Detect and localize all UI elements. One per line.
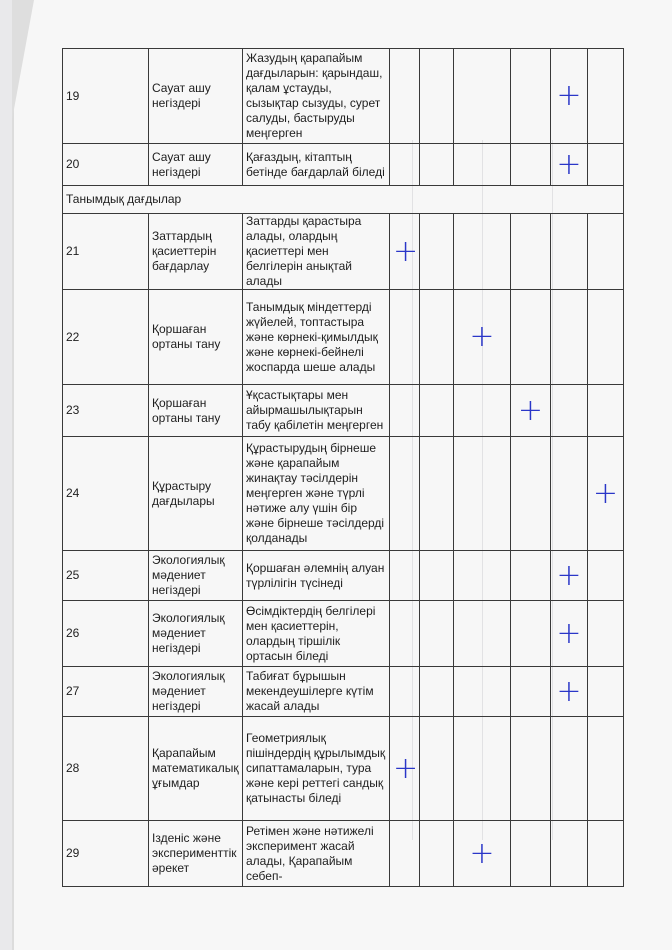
mark-cell [454,667,511,717]
mark-cell [454,385,511,437]
table-row [63,214,624,290]
mark-cell [511,601,551,667]
table-row [63,667,624,717]
plus-mark-icon: + [393,750,419,786]
table-row [63,601,624,667]
mark-cell [390,144,420,186]
mark-cell [390,551,420,601]
document-page [12,0,672,950]
mark-cell [454,214,511,290]
plus-mark-icon: + [469,319,495,354]
section-title: Танымдық дағдылар [63,186,624,214]
mark-cell [588,49,624,144]
table-body-upper [63,49,624,186]
row-number: 29 [63,821,149,887]
row-number: 24 [63,437,149,551]
table-row [63,385,624,437]
skill-description: Құрастырудың бірнеше және қарапайым жинақтау тәсілдерін меңгерген және түрлі нәтиже алу үшін бір және бірнеше тәсілдерді қолданады [243,437,390,551]
plus-mark-icon: + [469,835,495,871]
mark-cell [454,437,511,551]
skill-description: Танымдық міндеттерді жүйелей, топтастыра және көрнекі-қимылдық және көрнекі-бейнелі жоспарда шеше алады [243,290,390,385]
mark-cell [420,144,454,186]
row-number: 28 [63,717,149,821]
mark-cell [588,717,624,821]
skill-area: Қарапайым математикалық ұғымдар [149,717,243,821]
mark-cell [551,821,588,887]
mark-cell [551,437,588,551]
mark-cell [420,551,454,601]
plus-mark-icon: + [556,557,582,593]
plus-mark-icon: + [517,392,544,428]
mark-cell [420,437,454,551]
table-row [63,49,624,144]
mark-cell [511,717,551,821]
plus-mark-icon: + [556,615,582,651]
row-number: 25 [63,551,149,601]
skill-area: Құрастыру дағдылары [149,437,243,551]
mark-cell [454,144,511,186]
mark-cell [588,667,624,717]
skill-description: Өсімдіктердің белгілері мен қасиеттерін, олардың тіршілік ортасын біледі [243,601,390,667]
mark-cell [420,290,454,385]
mark-cell [588,214,624,290]
mark-cell [511,214,551,290]
mark-cell [588,821,624,887]
mark-cell [390,437,420,551]
mark-cell [551,290,588,385]
table-row [63,821,624,887]
skill-description: Заттарды қарастыра алады, олардың қасиеттері мен белгілерін анықтай алады [243,214,390,290]
row-number: 22 [63,290,149,385]
row-number: 23 [63,385,149,437]
mark-cell [390,214,420,290]
mark-cell [420,49,454,144]
mark-cell [511,49,551,144]
row-number: 20 [63,144,149,186]
skill-area: Сауат ашу негіздері [149,144,243,186]
mark-cell [551,144,588,186]
table-section [63,186,624,214]
mark-cell [511,290,551,385]
mark-cell [511,144,551,186]
assessment-table [62,48,624,887]
skill-description: Геометриялық пішіндердің құрылымдық сипаттамаларын, тура және кері реттегі сандық қатынасты біледі [243,717,390,821]
folded-corner [12,0,34,120]
skill-description: Ретімен және нәтижелі эксперимент жасай алады, Қарапайым себеп- [243,821,390,887]
mark-cell [420,717,454,821]
mark-cell [551,385,588,437]
mark-cell [588,437,624,551]
mark-cell [551,717,588,821]
row-number: 26 [63,601,149,667]
mark-cell [390,385,420,437]
skill-description: Қағаздың, кітаптың бетінде бағдарлай біледі [243,144,390,186]
mark-cell [551,214,588,290]
section-row [63,186,624,214]
mark-cell [390,601,420,667]
mark-cell [588,551,624,601]
mark-cell [420,385,454,437]
mark-cell [420,214,454,290]
skill-area: Экологиялық мәдениет негіздері [149,601,243,667]
skill-description: Ұқсастықтары мен айырмашылықтарын табу қабілетін меңгерген [243,385,390,437]
mark-cell [390,290,420,385]
skill-area: Заттардың қасиеттерін бағдарлау [149,214,243,290]
table-row [63,437,624,551]
mark-cell [390,49,420,144]
plus-mark-icon: + [393,233,419,269]
row-number: 27 [63,667,149,717]
mark-cell [588,290,624,385]
table-row [63,717,624,821]
mark-cell [511,667,551,717]
mark-cell [454,290,511,385]
mark-cell [420,601,454,667]
skill-description: Жазудың қарапайым дағдыларын: қарындаш, қалам ұстауды, сызықтар сызуды, сурет салуды, бастыруды меңгерген [243,49,390,144]
mark-cell [511,385,551,437]
row-number: 21 [63,214,149,290]
plus-mark-icon: + [592,475,619,511]
row-number: 19 [63,49,149,144]
table-row [63,144,624,186]
mark-cell [551,667,588,717]
mark-cell [588,144,624,186]
mark-cell [390,667,420,717]
mark-cell [588,385,624,437]
mark-cell [454,601,511,667]
mark-cell [511,437,551,551]
table-row [63,290,624,385]
mark-cell [420,667,454,717]
plus-mark-icon: + [556,146,582,182]
skill-area: Қоршаған ортаны тану [149,290,243,385]
skill-area: Ізденіс және эксперименттік әрекет [149,821,243,887]
mark-cell [511,821,551,887]
skill-description: Қоршаған әлемнің алуан түрлілігін түсінеді [243,551,390,601]
mark-cell [454,49,511,144]
mark-cell [511,551,551,601]
table-body-lower [63,214,624,887]
mark-cell [454,821,511,887]
mark-cell [454,551,511,601]
skill-area: Экологиялық мәдениет негіздері [149,551,243,601]
skill-area: Қоршаған ортаны тану [149,385,243,437]
mark-cell [390,717,420,821]
mark-cell [551,551,588,601]
skill-area: Экологиялық мәдениет негіздері [149,667,243,717]
skill-area: Сауат ашу негіздері [149,49,243,144]
mark-cell [588,601,624,667]
mark-cell [454,717,511,821]
table-row [63,551,624,601]
mark-cell [551,49,588,144]
skill-description: Табиғат бұрышын мекендеушілерге күтім жасай алады [243,667,390,717]
mark-cell [551,601,588,667]
plus-mark-icon: + [556,78,582,113]
plus-mark-icon: + [556,673,582,709]
mark-cell [420,821,454,887]
mark-cell [390,821,420,887]
